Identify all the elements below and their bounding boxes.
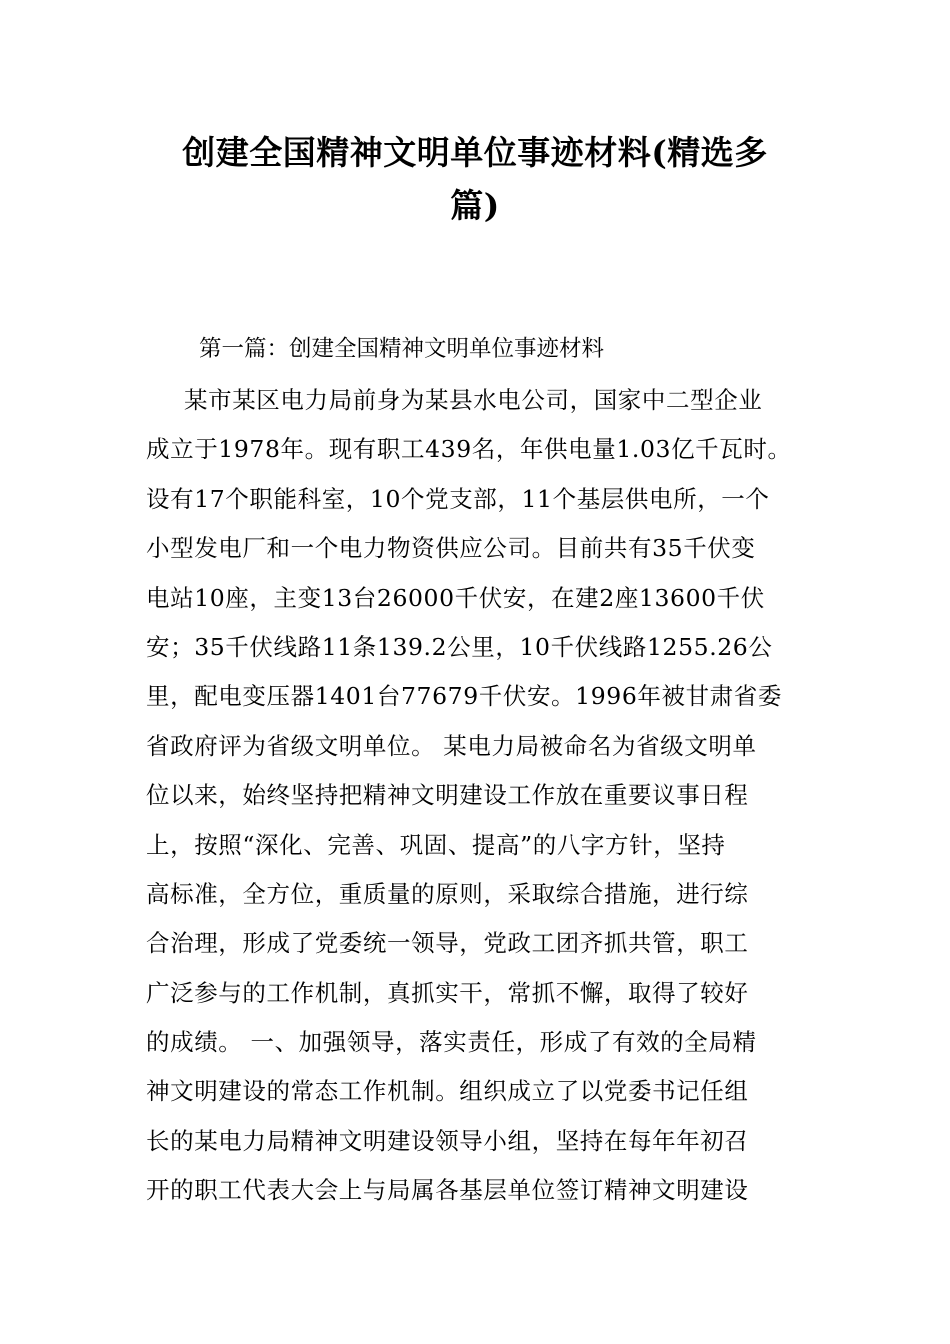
body-line: 电站10座，主变13台26000千伏安，在建2座13600千伏 <box>146 583 765 612</box>
section-heading: 第一篇：创建全国精神文明单位事迹材料 <box>199 336 605 362</box>
body-line: 广泛参与的工作机制，真抓实干，常抓不懈，取得了较好 <box>146 978 749 1007</box>
body-line: 开的职工代表大会上与局属各基层单位签订精神文明建设 <box>146 1176 749 1205</box>
body-line: 安；35千伏线路11条139.2公里，10千伏线路1255.26公 <box>146 632 773 661</box>
body-line: 合治理，形成了党委统一领导，党政工团齐抓共管，职工 <box>146 929 749 958</box>
body-line: 小型发电厂和一个电力物资供应公司。目前共有35千伏变 <box>146 534 756 563</box>
body-line: 成立于1978年。现有职工439名，年供电量1.03亿千瓦时。 <box>146 435 792 464</box>
body-line: 长的某电力局精神文明建设领导小组，坚持在每年年初召 <box>146 1126 749 1155</box>
body-line: 省政府评为省级文明单位。 某电力局被命名为省级文明单 <box>146 731 757 760</box>
body-line: 设有17个职能科室，10个党支部，11个基层供电所，一个 <box>146 484 770 513</box>
title-line-2: 篇) <box>450 186 500 225</box>
body-text <box>146 376 846 1216</box>
body-line: 上，按照“深化、完善、巩固、提高”的八字方针，坚持 <box>146 830 726 859</box>
body-line: 神文明建设的常态工作机制。组织成立了以党委书记任组 <box>146 1077 749 1106</box>
title-line-1: 创建全国精神文明单位事迹材料(精选多 <box>182 133 768 172</box>
body-line: 位以来，始终坚持把精神文明建设工作放在重要议事日程 <box>146 781 749 810</box>
document-title <box>150 126 800 232</box>
body-line: 的成绩。 一、加强领导，落实责任，形成了有效的全局精 <box>146 1028 757 1057</box>
body-line: 里，配电变压器1401台77679千伏安。1996年被甘肃省委 <box>146 682 782 711</box>
body-line: 某市某区电力局前身为某县水电公司，国家中二型企业 <box>184 386 763 414</box>
body-line: 高标准，全方位，重质量的原则，采取综合措施，进行综 <box>146 879 749 908</box>
